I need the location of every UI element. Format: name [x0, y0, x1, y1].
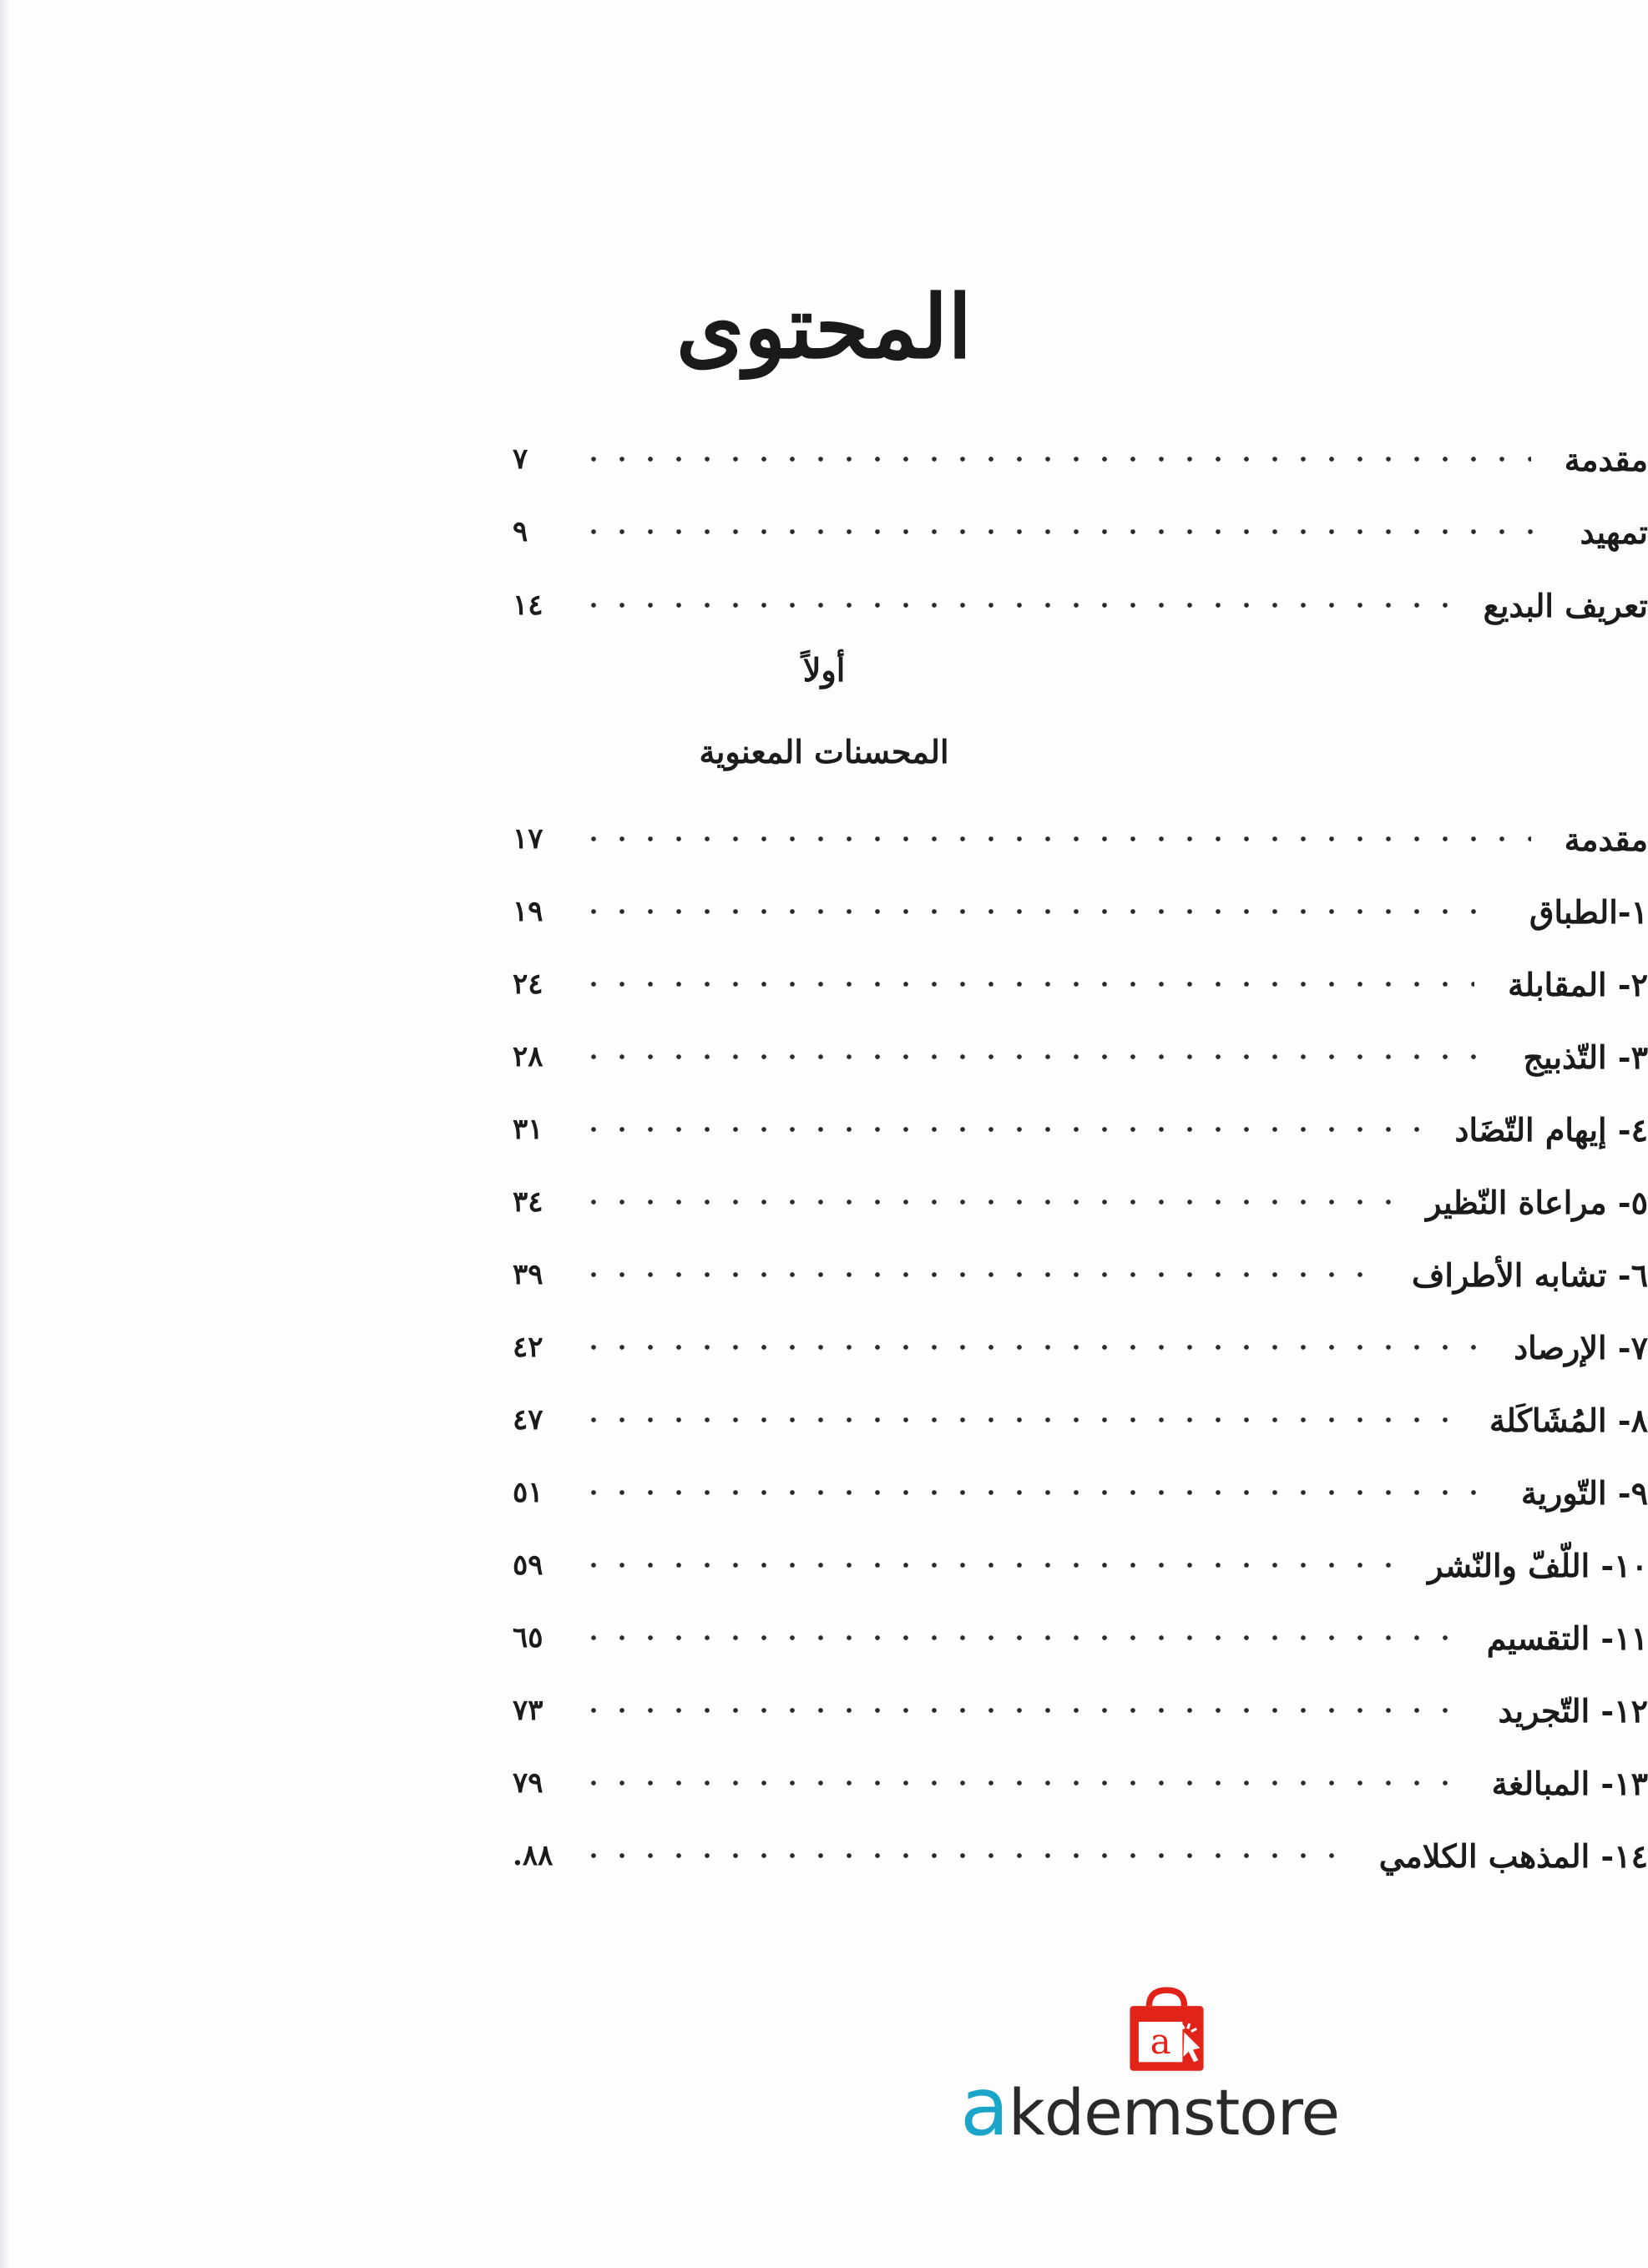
- toc-entry[interactable]: [513, 1177, 1648, 1227]
- toc-entry[interactable]: [513, 1032, 1648, 1082]
- toc-entry[interactable]: [513, 1613, 1648, 1663]
- brand-rest: kdemstore: [1008, 2075, 1340, 2149]
- section-heading: المحسنات المعنوية: [699, 733, 949, 770]
- toc-entry-page: ٥٩: [513, 1548, 543, 1582]
- toc-entry[interactable]: [513, 814, 1648, 864]
- toc-entry-label: ١٤- المذهب الكلامي: [1378, 1836, 1648, 1875]
- dot-leader: [579, 982, 1474, 987]
- toc-entry[interactable]: [513, 1322, 1648, 1372]
- toc-entry-page: ٢٤: [513, 967, 543, 1001]
- dot-leader: [579, 1345, 1480, 1350]
- brand-wordmark: [960, 2060, 1394, 2154]
- toc-entry-label: مقدمة: [1564, 820, 1648, 858]
- dot-leader: [579, 1272, 1378, 1277]
- toc-entry-label: ٩- التّورية: [1521, 1473, 1648, 1512]
- dot-leader: [579, 1054, 1489, 1059]
- dot-leader: [579, 1781, 1458, 1786]
- toc-entry[interactable]: [513, 1540, 1648, 1590]
- dot-leader: [579, 1853, 1346, 1858]
- dot-leader: [579, 836, 1531, 841]
- toc-entry-page: ٤٢: [513, 1331, 543, 1364]
- toc-entry-label: تمهيد: [1580, 513, 1648, 551]
- toc-entry-page: ٨٨.: [513, 1839, 554, 1872]
- section-ordinal: أولاً: [802, 651, 846, 689]
- toc-entry[interactable]: [513, 1104, 1648, 1154]
- toc-entry-page: ٢٨: [513, 1040, 543, 1073]
- dot-leader: [579, 1417, 1456, 1422]
- akdemstore-watermark: [960, 1978, 1394, 2154]
- toc-entry-page: ٦٥: [513, 1621, 543, 1654]
- toc-entry-page: ١٤: [513, 588, 543, 622]
- toc-entry-label: ١١- التقسيم: [1486, 1619, 1648, 1657]
- toc-entry-page: ٧٩: [513, 1766, 543, 1800]
- toc-entry-page: ٣١: [513, 1113, 543, 1146]
- toc-entry[interactable]: [513, 434, 1648, 484]
- toc-entry-label: ٢- المقابلة: [1508, 965, 1648, 1003]
- toc-entry-label: ١٢- التّجريد: [1498, 1691, 1648, 1730]
- toc-entry-label: ٣- التّذبيج: [1523, 1038, 1648, 1076]
- dot-leader: [579, 603, 1450, 608]
- toc-entry-page: ٧: [513, 442, 528, 476]
- toc-entry[interactable]: [513, 959, 1648, 1009]
- toc-entry[interactable]: [513, 1831, 1648, 1881]
- toc-entry-label: ٨- المُشَاكَلة: [1489, 1401, 1648, 1439]
- toc-entry[interactable]: [513, 1250, 1648, 1300]
- toc-entry-page: ٥١: [513, 1476, 543, 1509]
- toc-entry-label: مقدمة: [1564, 440, 1648, 478]
- toc-entry-page: ٣٩: [513, 1258, 543, 1291]
- dot-leader: [579, 1127, 1422, 1132]
- dot-leader: [579, 457, 1531, 462]
- toc-entry-page: ١٧: [513, 822, 543, 856]
- toc-entry-label: ٦- تشابه الأطراف: [1411, 1255, 1648, 1294]
- toc-entry-label: ١٣- المبالغة: [1491, 1764, 1648, 1802]
- toc-entry[interactable]: [513, 1467, 1648, 1518]
- toc-entry[interactable]: [513, 1395, 1648, 1445]
- brand-lead-letter: a: [960, 2060, 1009, 2154]
- dot-leader: [579, 1563, 1394, 1568]
- page-title: المحتوى: [675, 275, 973, 378]
- toc-entry-page: ١٩: [513, 895, 543, 928]
- toc-entry[interactable]: [513, 886, 1648, 937]
- toc-entry[interactable]: [513, 580, 1648, 630]
- toc-entry-label: ١٠- اللّفّ والنّشر: [1428, 1546, 1648, 1584]
- toc-entry-page: ٧٣: [513, 1694, 543, 1727]
- toc-entry[interactable]: [513, 507, 1648, 557]
- dot-leader: [579, 1708, 1465, 1713]
- toc-entry-page: ٤٧: [513, 1403, 543, 1437]
- dot-leader: [579, 909, 1496, 914]
- toc-entry-label: ١-الطباق: [1529, 892, 1648, 931]
- toc-entry[interactable]: [513, 1758, 1648, 1808]
- toc-entry-label: ٥- مراعاة النّظير: [1426, 1183, 1648, 1221]
- dot-leader: [579, 1635, 1453, 1640]
- svg-text:a: a: [1150, 2020, 1171, 2062]
- toc-entry-page: ٣٤: [513, 1185, 543, 1219]
- toc-entry-label: ٧- الإرصاد: [1514, 1328, 1648, 1366]
- toc-entry-label: تعريف البديع: [1483, 586, 1648, 624]
- dot-leader: [579, 529, 1547, 534]
- toc-entry-page: ٩: [513, 515, 528, 548]
- toc-entry-label: ٤- إيهام التّضَاد: [1454, 1110, 1648, 1149]
- dot-leader: [579, 1490, 1488, 1495]
- dot-leader: [579, 1200, 1393, 1205]
- toc-entry[interactable]: [513, 1685, 1648, 1735]
